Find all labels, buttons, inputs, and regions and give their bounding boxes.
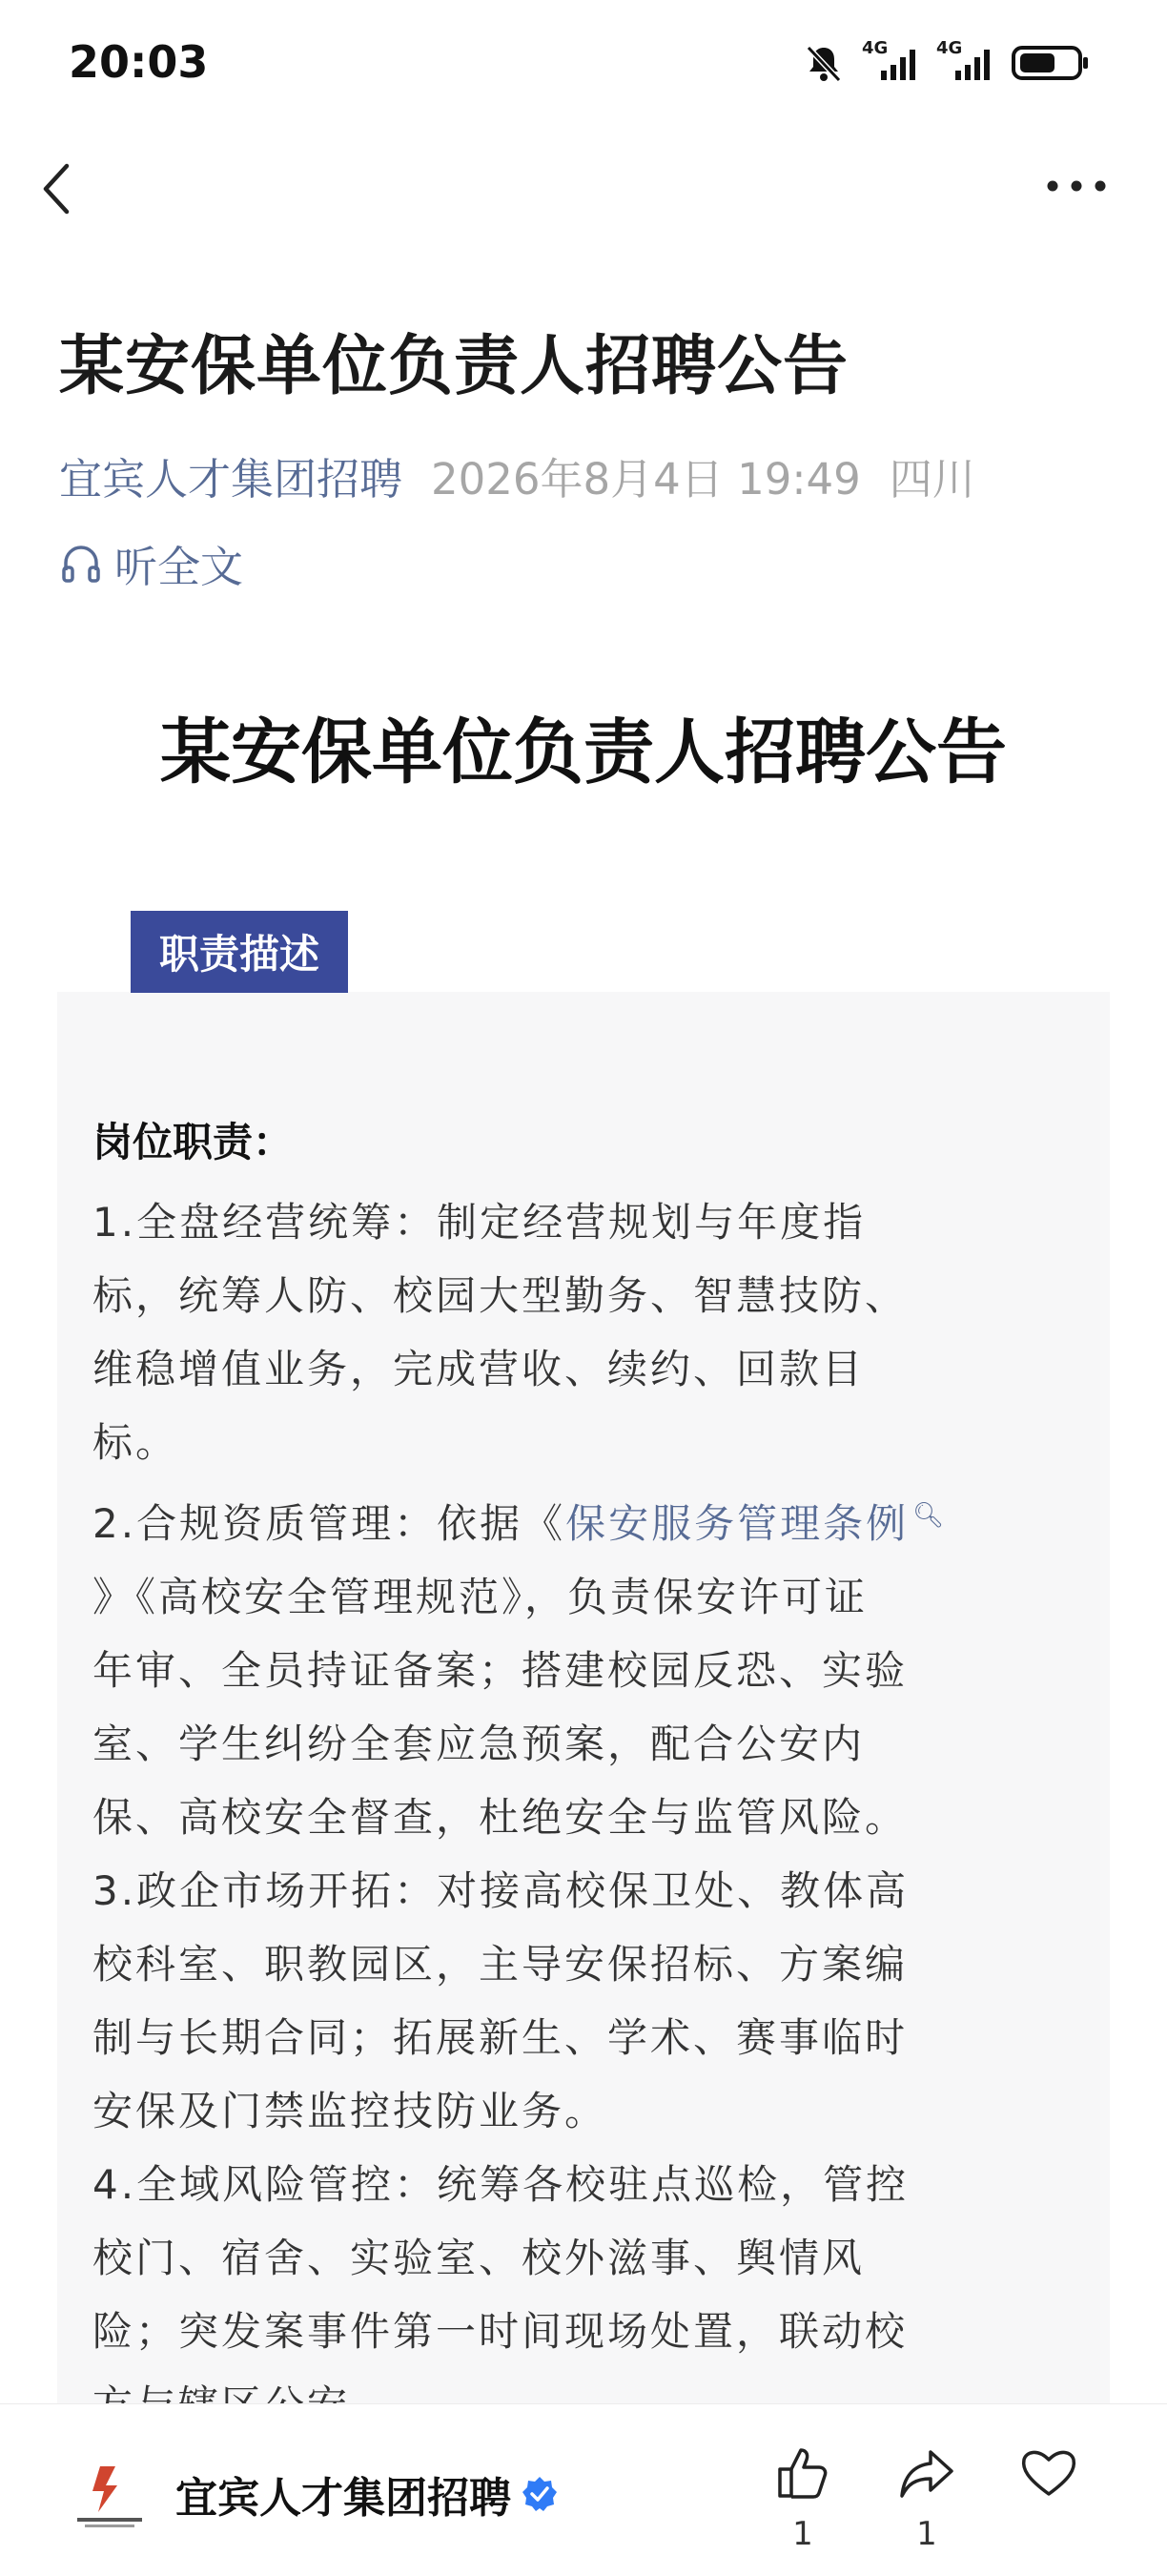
duty-content [92, 1111, 1027, 2442]
duty-heading: 岗位职责： [92, 1119, 294, 1165]
chevron-left-icon [36, 160, 78, 217]
duty-line: 制与长期合同；拓展新生、学术、赛事临时 [92, 2014, 909, 2061]
regulation-link[interactable]: 保安服务管理条例 [565, 1500, 910, 1547]
network-label: 4G [936, 38, 963, 58]
signal-4g-icon [936, 38, 993, 84]
back-button[interactable] [36, 160, 78, 217]
duty-line: 维稳增值业务，完成营收、续约、回款目 [92, 1346, 866, 1392]
share-button[interactable] [889, 2442, 965, 2553]
duty-line: 校门、宿舍、实验室、校外滋事、舆情风 [92, 2235, 866, 2281]
listen-label: 听全文 [114, 542, 244, 592]
search-icon[interactable]: 🔍︎ [912, 1501, 948, 1530]
like-button[interactable] [765, 2442, 841, 2553]
heart-icon [1018, 2442, 1079, 2504]
account-name[interactable] [175, 2463, 559, 2524]
duty-line: 标，统筹人防、校园大型勤务、智慧技防、 [92, 1272, 909, 1319]
signal-4g-icon [862, 38, 919, 84]
duty-line: 年审、全员持证备案；搭建校园反恐、实验 [92, 1647, 909, 1694]
share-arrow-icon [896, 2442, 957, 2504]
duty-line: 标。 [92, 1419, 179, 1466]
bell-off-icon [803, 42, 845, 84]
duty-line: 室、学生纠纷全套应急预案，配合公安内 [92, 1721, 866, 1767]
more-horizontal-icon [1043, 172, 1110, 200]
duty-line: 校科室、职教园区，主导安保招标、方案编 [92, 1941, 909, 1988]
article-location: 四川 [889, 454, 975, 505]
article-meta [59, 444, 975, 506]
section-tag: 职责描述 [131, 911, 348, 993]
battery-icon [1011, 42, 1091, 84]
article-source-link[interactable]: 宜宾人才集团招聘 [59, 454, 403, 505]
nav-bar [0, 143, 1167, 229]
duty-line: 保、高校安全督查，杜绝安全与监管风险。 [92, 1794, 909, 1841]
like-count: 1 [792, 2515, 813, 2553]
verified-badge-icon [521, 2475, 559, 2513]
favorite-button[interactable] [1011, 2442, 1087, 2507]
network-label: 4G [862, 38, 889, 58]
share-count: 1 [916, 2515, 937, 2553]
status-time: 20:03 [69, 36, 209, 88]
headphones-icon [59, 542, 103, 586]
duty-line: 险；突发案事件第一时间现场处置，联动校 [92, 2308, 909, 2355]
article-time: 2026年8月4日 19:49 [431, 454, 861, 505]
logo-icon [72, 2457, 148, 2533]
more-button[interactable] [1043, 172, 1110, 200]
article-title: 某安保单位负责人招聘公告 [59, 329, 850, 404]
duty-line: 安保及门禁监控技防业务。 [92, 2088, 608, 2134]
duty-line-prefix: 2.合规资质管理：依据《 [92, 1500, 566, 1547]
status-bar [0, 0, 1167, 134]
thumbs-up-icon [772, 2442, 833, 2504]
account-logo[interactable] [72, 2457, 148, 2533]
duty-line: 1.全盘经营统筹：制定经营规划与年度指 [92, 1199, 867, 1246]
listen-full-button[interactable] [59, 532, 243, 594]
account-name-label: 宜宾人才集团招聘 [175, 2474, 511, 2523]
bottom-bar [0, 2403, 1167, 2576]
status-icons [803, 38, 1091, 84]
duty-line: 3.政企市场开拓：对接高校保卫处、教体高 [92, 1867, 910, 1914]
duty-line: 》《高校安全管理规范》，负责保安许可证 [92, 1574, 869, 1620]
duty-line-with-link [92, 1479, 1027, 1560]
duty-line: 4.全域风险管控：统筹各校驻点巡检，管控 [92, 2161, 910, 2208]
document-title: 某安保单位负责人招聘公告 [160, 711, 1007, 793]
